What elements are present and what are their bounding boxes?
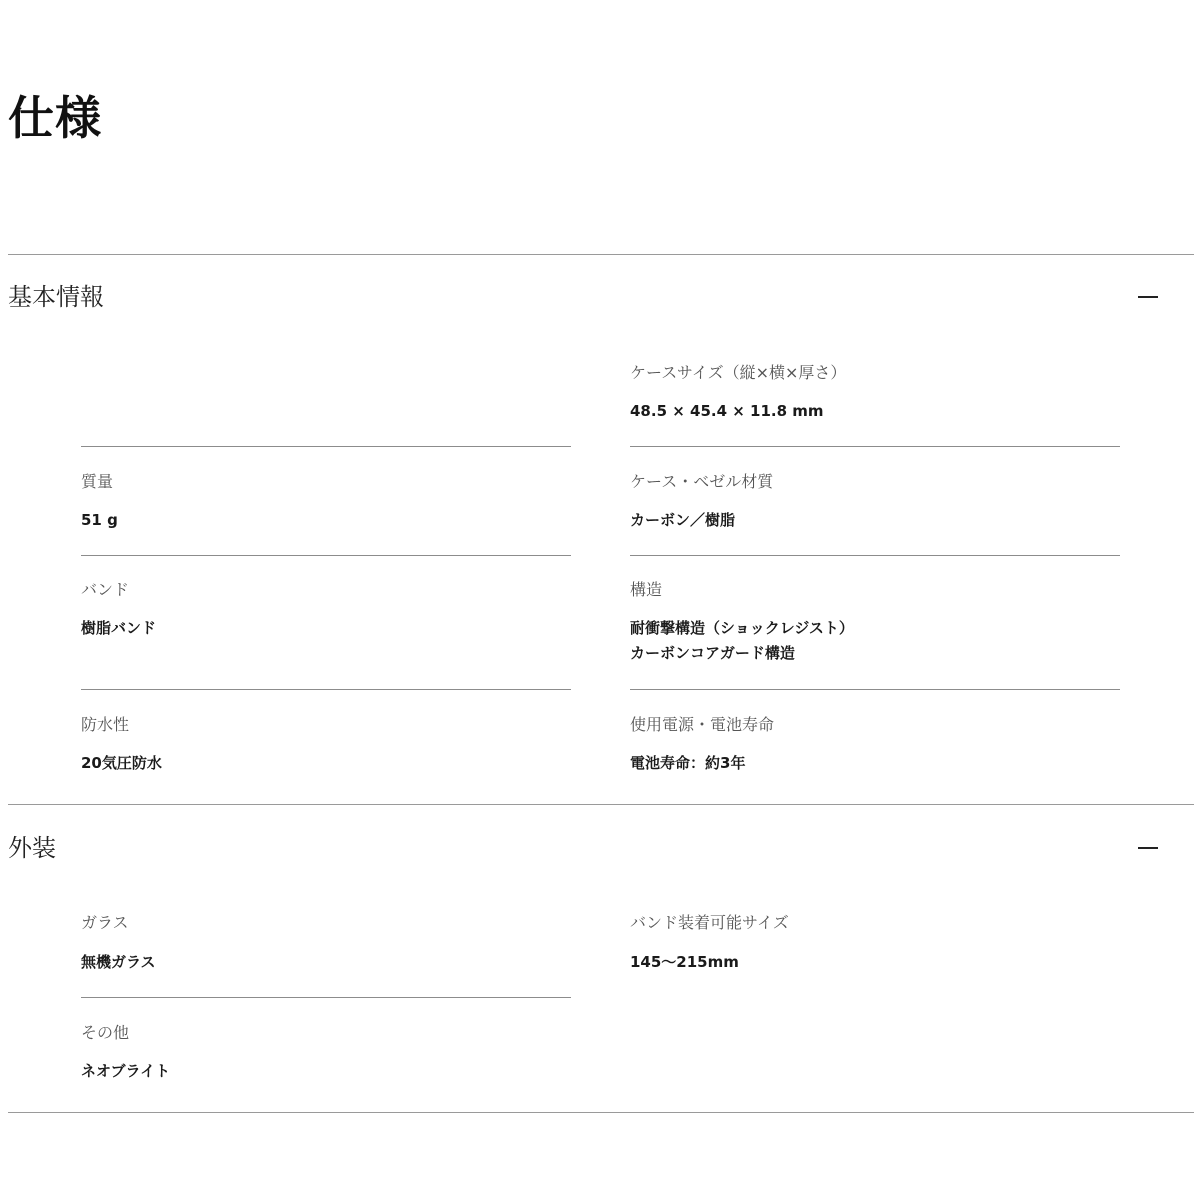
- spec-value: 樹脂バンド: [81, 619, 157, 637]
- spec-label: ケース・ベゼル材質: [630, 472, 774, 491]
- item-divider: [81, 555, 571, 556]
- section-title: 基本情報: [8, 283, 104, 311]
- section-header-basic-info[interactable]: [8, 277, 1194, 317]
- spec-value: ネオブライト: [81, 1062, 171, 1080]
- section-divider: [8, 254, 1194, 255]
- item-divider: [81, 689, 571, 690]
- spec-label: 防水性: [81, 715, 130, 734]
- spec-label: 構造: [630, 580, 663, 599]
- spec-value: 51 g: [81, 511, 118, 529]
- spec-value-line: カーボンコアガード構造: [630, 644, 795, 662]
- item-divider: [81, 446, 571, 447]
- section-title: 外装: [8, 834, 56, 862]
- minus-icon[interactable]: [1136, 287, 1160, 307]
- item-divider: [81, 997, 571, 998]
- section-header-exterior[interactable]: [8, 828, 1194, 868]
- item-divider: [630, 689, 1120, 690]
- spec-label: バンド: [81, 580, 130, 599]
- spec-value: カーボン／樹脂: [630, 511, 736, 529]
- spec-label: バンド装着可能サイズ: [630, 913, 789, 932]
- spec-value: 電池寿命：約3年: [630, 754, 746, 772]
- spec-value: 無機ガラス: [81, 953, 156, 971]
- spec-label: 使用電源・電池寿命: [630, 715, 775, 734]
- spec-label: その他: [81, 1023, 130, 1042]
- spec-value: 48.5 × 45.4 × 11.8 mm: [630, 402, 824, 420]
- spec-value-line: 耐衝撃構造（ショックレジスト）: [630, 619, 854, 637]
- spec-value: 145～215mm: [630, 953, 739, 971]
- item-divider: [630, 555, 1120, 556]
- minus-icon[interactable]: [1136, 838, 1160, 858]
- spec-label: ケースサイズ（縦×横×厚さ）: [630, 363, 847, 382]
- spec-label: ガラス: [81, 913, 129, 932]
- item-divider: [630, 446, 1120, 447]
- section-divider: [8, 804, 1194, 805]
- spec-label: 質量: [81, 472, 114, 491]
- section-divider: [8, 1112, 1194, 1113]
- page-title: 仕様: [8, 91, 102, 145]
- spec-value: 20気圧防水: [81, 754, 162, 772]
